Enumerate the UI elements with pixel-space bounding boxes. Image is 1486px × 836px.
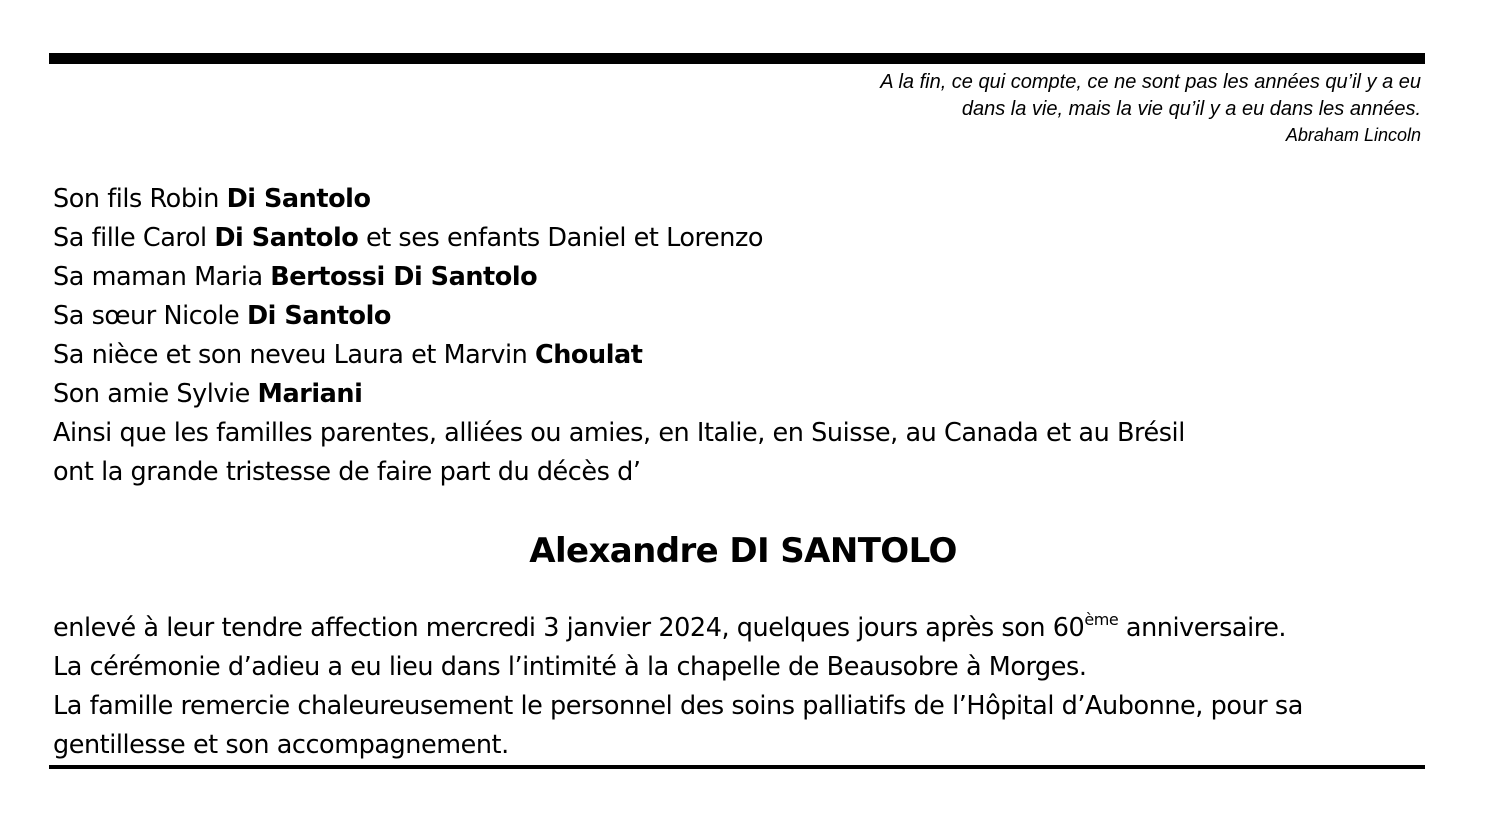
family-line-text: ont la grande tristesse de faire part du décès d’ [53, 457, 641, 487]
family-surname: Bertossi Di Santolo [270, 262, 538, 292]
ordinal-superscript: ème [1084, 610, 1119, 629]
family-line-text: Son fils Robin [53, 184, 227, 214]
quote-line-1: A la fin, ce qui compte, ce ne sont pas les années qu’il y a eu [880, 71, 1421, 93]
family-line [53, 219, 1185, 258]
family-line [53, 297, 1185, 336]
top-divider [49, 53, 1425, 64]
announcement-line: gentillesse et son accompagnement. [53, 730, 509, 760]
family-line [53, 180, 1185, 219]
announcement-text [53, 609, 1303, 765]
announcement-line [53, 609, 1303, 648]
family-surname: Di Santolo [214, 223, 359, 253]
quote-line-2: dans la vie, mais la vie qu’il y a eu dans les années. [961, 98, 1421, 120]
family-line-text: Son amie Sylvie [53, 379, 258, 409]
bottom-divider [49, 765, 1425, 769]
family-line [53, 453, 1185, 492]
announcement-line-text: anniversaire. [1118, 613, 1287, 643]
announcement-line-text: enlevé à leur tendre affection mercredi 3 janvier 2024, quelques jours après son 60 [53, 613, 1085, 643]
family-line-text: Sa nièce et son neveu Laura et Marvin [53, 340, 535, 370]
family-line-text: et ses enfants Daniel et Lorenzo [358, 223, 764, 253]
family-line [53, 336, 1185, 375]
family-line [53, 375, 1185, 414]
family-line-text: Sa fille Carol [53, 223, 215, 253]
family-line-text: Ainsi que les familles parentes, alliées ou amies, en Italie, en Suisse, au Canada et au Brésil [53, 418, 1185, 448]
family-surname: Di Santolo [226, 184, 371, 214]
family-line-text: Sa maman Maria [53, 262, 271, 292]
family-surname: Di Santolo [246, 301, 391, 331]
deceased-name: Alexandre DI SANTOLO [529, 531, 957, 571]
family-line-text: Sa sœur Nicole [53, 301, 247, 331]
family-surname: Choulat [534, 340, 643, 370]
epigraph-quote [621, 69, 1421, 147]
family-list [53, 180, 1185, 492]
quote-author: Abraham Lincoln [1285, 125, 1421, 145]
family-line [53, 258, 1185, 297]
announcement-line: La famille remercie chaleureusement le personnel des soins palliatifs de l’Hôpital d’Aubonne, pour sa [53, 691, 1303, 721]
announcement-line: La cérémonie d’adieu a eu lieu dans l’intimité à la chapelle de Beausobre à Morges. [53, 652, 1087, 682]
family-surname: Mariani [257, 379, 363, 409]
family-line [53, 414, 1185, 453]
